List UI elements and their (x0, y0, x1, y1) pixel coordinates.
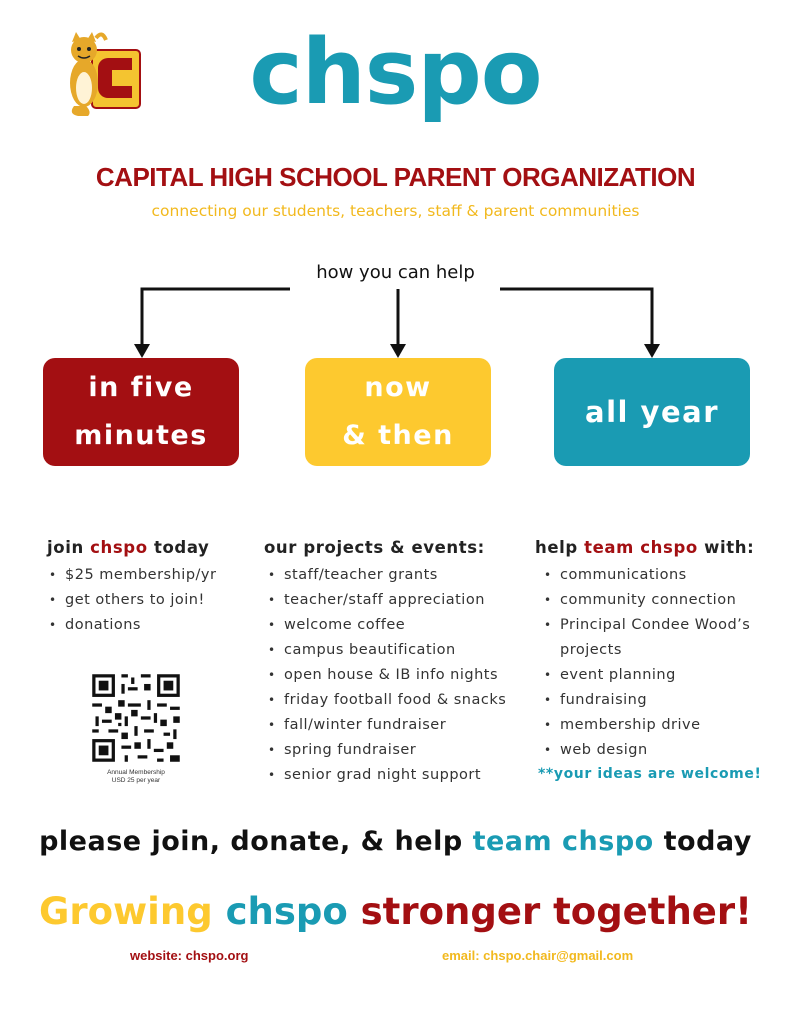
arrow-middle-icon (390, 344, 406, 358)
list-item: • get others to join! (47, 588, 216, 613)
projects-heading: our projects & events: (264, 538, 485, 557)
cta-pre: please join, donate, & help (39, 826, 473, 857)
qr-caption-line2: USD 25 per year (111, 777, 161, 784)
join-list (47, 563, 216, 638)
list-item: • campus beautification (266, 638, 506, 663)
box-five-line2: minutes (74, 420, 208, 451)
list-item: • donations (47, 613, 216, 638)
email-link[interactable]: email: chspo.chair@gmail.com (442, 948, 634, 963)
org-name-heading: CAPITAL HIGH SCHOOL PARENT ORGANIZATION (95, 162, 696, 192)
list-item: • open house & IB info nights (266, 663, 506, 688)
join-heading (47, 538, 209, 557)
connector-left (142, 289, 290, 352)
list-item: • friday football food & snacks (266, 688, 506, 713)
box-five-line1: in five (88, 372, 194, 403)
slogan-part3: stronger together! (347, 890, 753, 933)
slogan-part1: Growing (38, 890, 226, 933)
how-you-can-help-label: how you can help (316, 262, 475, 283)
call-to-action (0, 826, 791, 857)
list-item: • senior grad night support (266, 763, 506, 788)
box-year-label: all year (585, 395, 719, 429)
arrow-left-icon (134, 344, 150, 358)
join-heading-post: today (147, 538, 210, 557)
list-item: • web design (542, 738, 750, 763)
slogan (0, 890, 791, 933)
qr-code-icon[interactable] (89, 671, 183, 765)
list-item: • community connection (542, 588, 750, 613)
list-item: • Principal Condee Wood’s (542, 613, 750, 638)
chspo-wordmark: chspo (249, 20, 542, 125)
qr-caption (75, 769, 197, 785)
cta-highlight: team chspo (472, 826, 654, 857)
list-item-continuation: projects (560, 642, 622, 658)
help-heading-pre: help (535, 538, 585, 557)
slogan-part2: chspo (225, 890, 348, 933)
connector-right (500, 289, 652, 352)
list-item: • fall/winter fundraiser (266, 713, 506, 738)
projects-list (266, 563, 506, 788)
ideas-welcome-note: **your ideas are welcome! (538, 766, 762, 782)
join-heading-highlight: chspo (90, 538, 148, 557)
tagline: connecting our students, teachers, staff & parent communities (151, 202, 640, 220)
help-heading-highlight: team chspo (584, 538, 698, 557)
qr-caption-line1: Annual Membership (107, 769, 165, 776)
list-item: • communications (542, 563, 750, 588)
box-now-line1: now (364, 372, 432, 403)
list-item: • membership drive (542, 713, 750, 738)
help-heading-post: with: (697, 538, 755, 557)
join-heading-pre: join (47, 538, 91, 557)
list-item: • $25 membership/yr (47, 563, 216, 588)
list-item: • staff/teacher grants (266, 563, 506, 588)
help-list (542, 563, 750, 763)
flow-connector-diagram (0, 0, 791, 360)
cta-post: today (653, 826, 752, 857)
box-now-line2: & then (342, 420, 454, 451)
website-link[interactable]: website: chspo.org (130, 948, 249, 963)
list-item: • welcome coffee (266, 613, 506, 638)
box-in-five-minutes (43, 358, 239, 466)
box-now-and-then (305, 358, 491, 466)
box-all-year (554, 358, 750, 466)
list-item: • fundraising (542, 688, 750, 713)
list-item: • spring fundraiser (266, 738, 506, 763)
list-item: • event planning (542, 663, 750, 688)
arrow-right-icon (644, 344, 660, 358)
help-heading (535, 538, 754, 557)
list-item: • teacher/staff appreciation (266, 588, 506, 613)
